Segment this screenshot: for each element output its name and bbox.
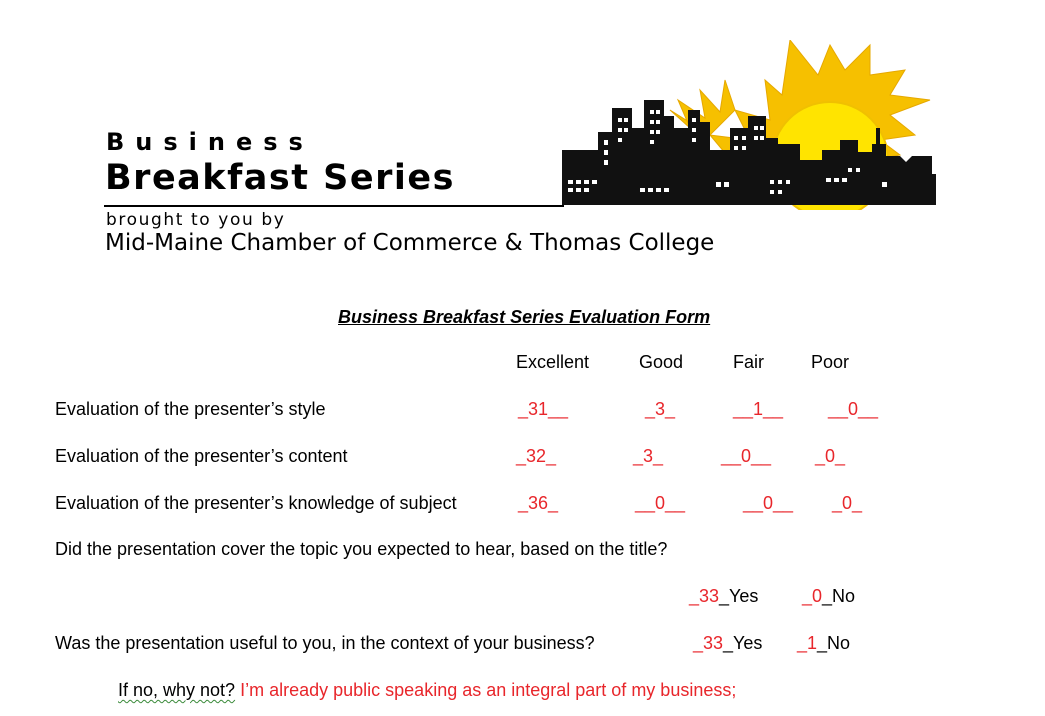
- row-content-excellent-value: _32_: [516, 446, 557, 466]
- form-title: Business Breakfast Series Evaluation Form: [338, 307, 711, 327]
- logo-word-business: Business: [106, 128, 314, 156]
- question-useful-yes-count: _33: [693, 633, 724, 653]
- row-label-style: Evaluation of the presenter’s style: [55, 399, 326, 419]
- header-poor: Poor: [811, 352, 850, 372]
- question-useful-no-answer: [797, 633, 850, 654]
- row-knowledge-poor-value: _0_: [832, 493, 863, 513]
- row-label-knowledge: Evaluation of the presenter’s knowledge of subject: [55, 493, 457, 513]
- header-good: Good: [639, 352, 684, 372]
- row-style-fair-value: __1__: [733, 399, 784, 419]
- question-topic-yes-label: _Yes: [719, 586, 759, 606]
- row-style-poor-value: __0__: [828, 399, 879, 419]
- followup-label: If no, why not?: [118, 680, 236, 700]
- question-topic-no-label: _No: [822, 586, 856, 606]
- header-fair: Fair: [733, 352, 764, 372]
- header-excellent: Excellent: [516, 352, 590, 372]
- followup-answer: I’m already public speaking as an integral part of my business;: [240, 680, 737, 700]
- row-content-fair-value: __0__: [721, 446, 772, 466]
- question-topic-yes-count: _33: [689, 586, 720, 606]
- logo-underline: [104, 205, 564, 207]
- question-useful-yes-answer: [693, 633, 762, 654]
- question-useful-no-count: _1: [797, 633, 818, 653]
- question-useful-no-label: _No: [817, 633, 851, 653]
- logo-subtitle-sponsors: Mid-Maine Chamber of Commerce & Thomas College: [105, 230, 715, 256]
- row-knowledge-fair-value: __0__: [743, 493, 794, 513]
- question-topic-expected: Did the presentation cover the topic you expected to hear, based on the title?: [55, 539, 668, 559]
- row-label-content: Evaluation of the presenter’s content: [55, 446, 348, 466]
- sun-skyline-logo-image: [560, 40, 940, 210]
- logo-subtitle-brought-by: brought to you by: [106, 210, 286, 230]
- question-useful: Was the presentation useful to you, in the context of your business?: [55, 633, 595, 653]
- row-content-good-value: _3_: [633, 446, 664, 466]
- question-topic-no-count: _0: [802, 586, 823, 606]
- question-useful-yes-label: _Yes: [723, 633, 763, 653]
- row-style-good-value: _3_: [645, 399, 676, 419]
- row-knowledge-excellent-value: _36_: [518, 493, 559, 513]
- question-topic-yes-answer: [689, 586, 758, 607]
- logo-word-breakfast-series: Breakfast Series: [105, 158, 455, 198]
- followup-line: [118, 680, 736, 701]
- question-topic-no-answer: [802, 586, 855, 607]
- row-knowledge-good-value: __0__: [635, 493, 686, 513]
- row-style-excellent-value: _31__: [518, 399, 569, 419]
- row-content-poor-value: _0_: [815, 446, 846, 466]
